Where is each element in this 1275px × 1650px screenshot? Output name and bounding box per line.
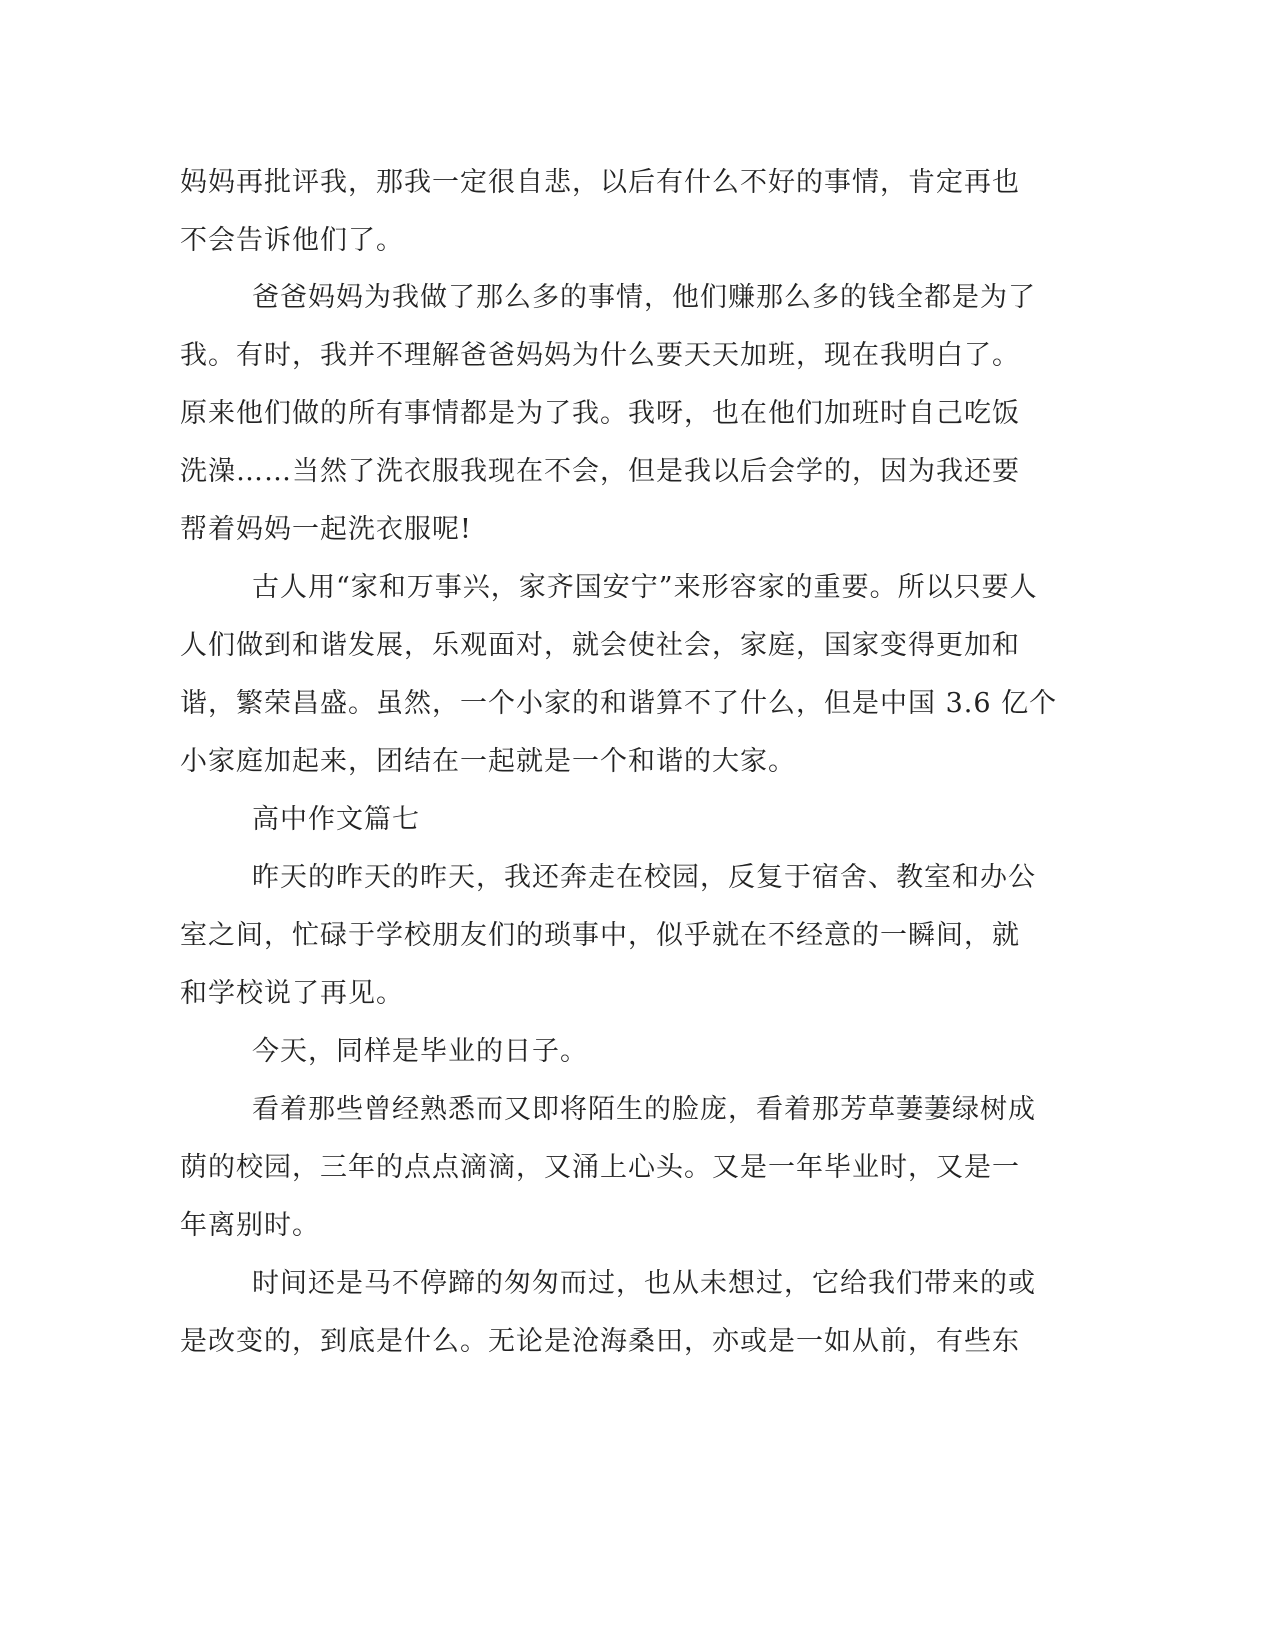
text-line: 妈妈再批评我，那我一定很自悲，以后有什么不好的事情，肯定再也 xyxy=(180,167,1020,198)
paragraph-first-line: 昨天的昨天的昨天，我还奔走在校园，反复于宿舍、教室和办公 xyxy=(252,862,1036,893)
paragraph-first-line: 古人用“家和万事兴，家齐国安宁”来形容家的重要。所以只要人 xyxy=(252,572,1038,603)
text-line: 年离别时。 xyxy=(180,1210,320,1241)
text-line: 小家庭加起来，团结在一起就是一个和谐的大家。 xyxy=(180,746,796,777)
text-line: 原来他们做的所有事情都是为了我。我呀，也在他们加班时自己吃饭 xyxy=(180,398,1020,429)
text-line: 是改变的，到底是什么。无论是沧海桑田，亦或是一如从前，有些东 xyxy=(180,1326,1020,1357)
text-line: 人们做到和谐发展，乐观面对，就会使社会，家庭，国家变得更加和 xyxy=(180,630,1020,661)
paragraph-first-line: 看着那些曾经熟悉而又即将陌生的脸庞，看着那芳草萋萋绿树成 xyxy=(252,1094,1036,1125)
text-line: 洗澡……当然了洗衣服我现在不会，但是我以后会学的，因为我还要 xyxy=(180,456,1020,487)
paragraph-first-line: 爸爸妈妈为我做了那么多的事情，他们赚那么多的钱全都是为了 xyxy=(252,282,1036,313)
text-line: 荫的校园，三年的点点滴滴，又涌上心头。又是一年毕业时，又是一 xyxy=(180,1152,1020,1183)
text-line: 谐，繁荣昌盛。虽然，一个小家的和谐算不了什么，但是中国 3.6 亿个 xyxy=(180,688,1058,719)
paragraph-first-line: 今天，同样是毕业的日子。 xyxy=(252,1036,588,1067)
text-line: 不会告诉他们了。 xyxy=(180,225,404,256)
text-line: 我。有时，我并不理解爸爸妈妈为什么要天天加班，现在我明白了。 xyxy=(180,340,1020,371)
text-line: 帮着妈妈一起洗衣服呢! xyxy=(180,514,472,545)
text-line: 和学校说了再见。 xyxy=(180,978,404,1009)
section-heading: 高中作文篇七 xyxy=(252,804,420,835)
paragraph-first-line: 时间还是马不停蹄的匆匆而过，也从未想过，它给我们带来的或 xyxy=(252,1268,1036,1299)
text-line: 室之间，忙碌于学校朋友们的琐事中，似乎就在不经意的一瞬间，就 xyxy=(180,920,1020,951)
